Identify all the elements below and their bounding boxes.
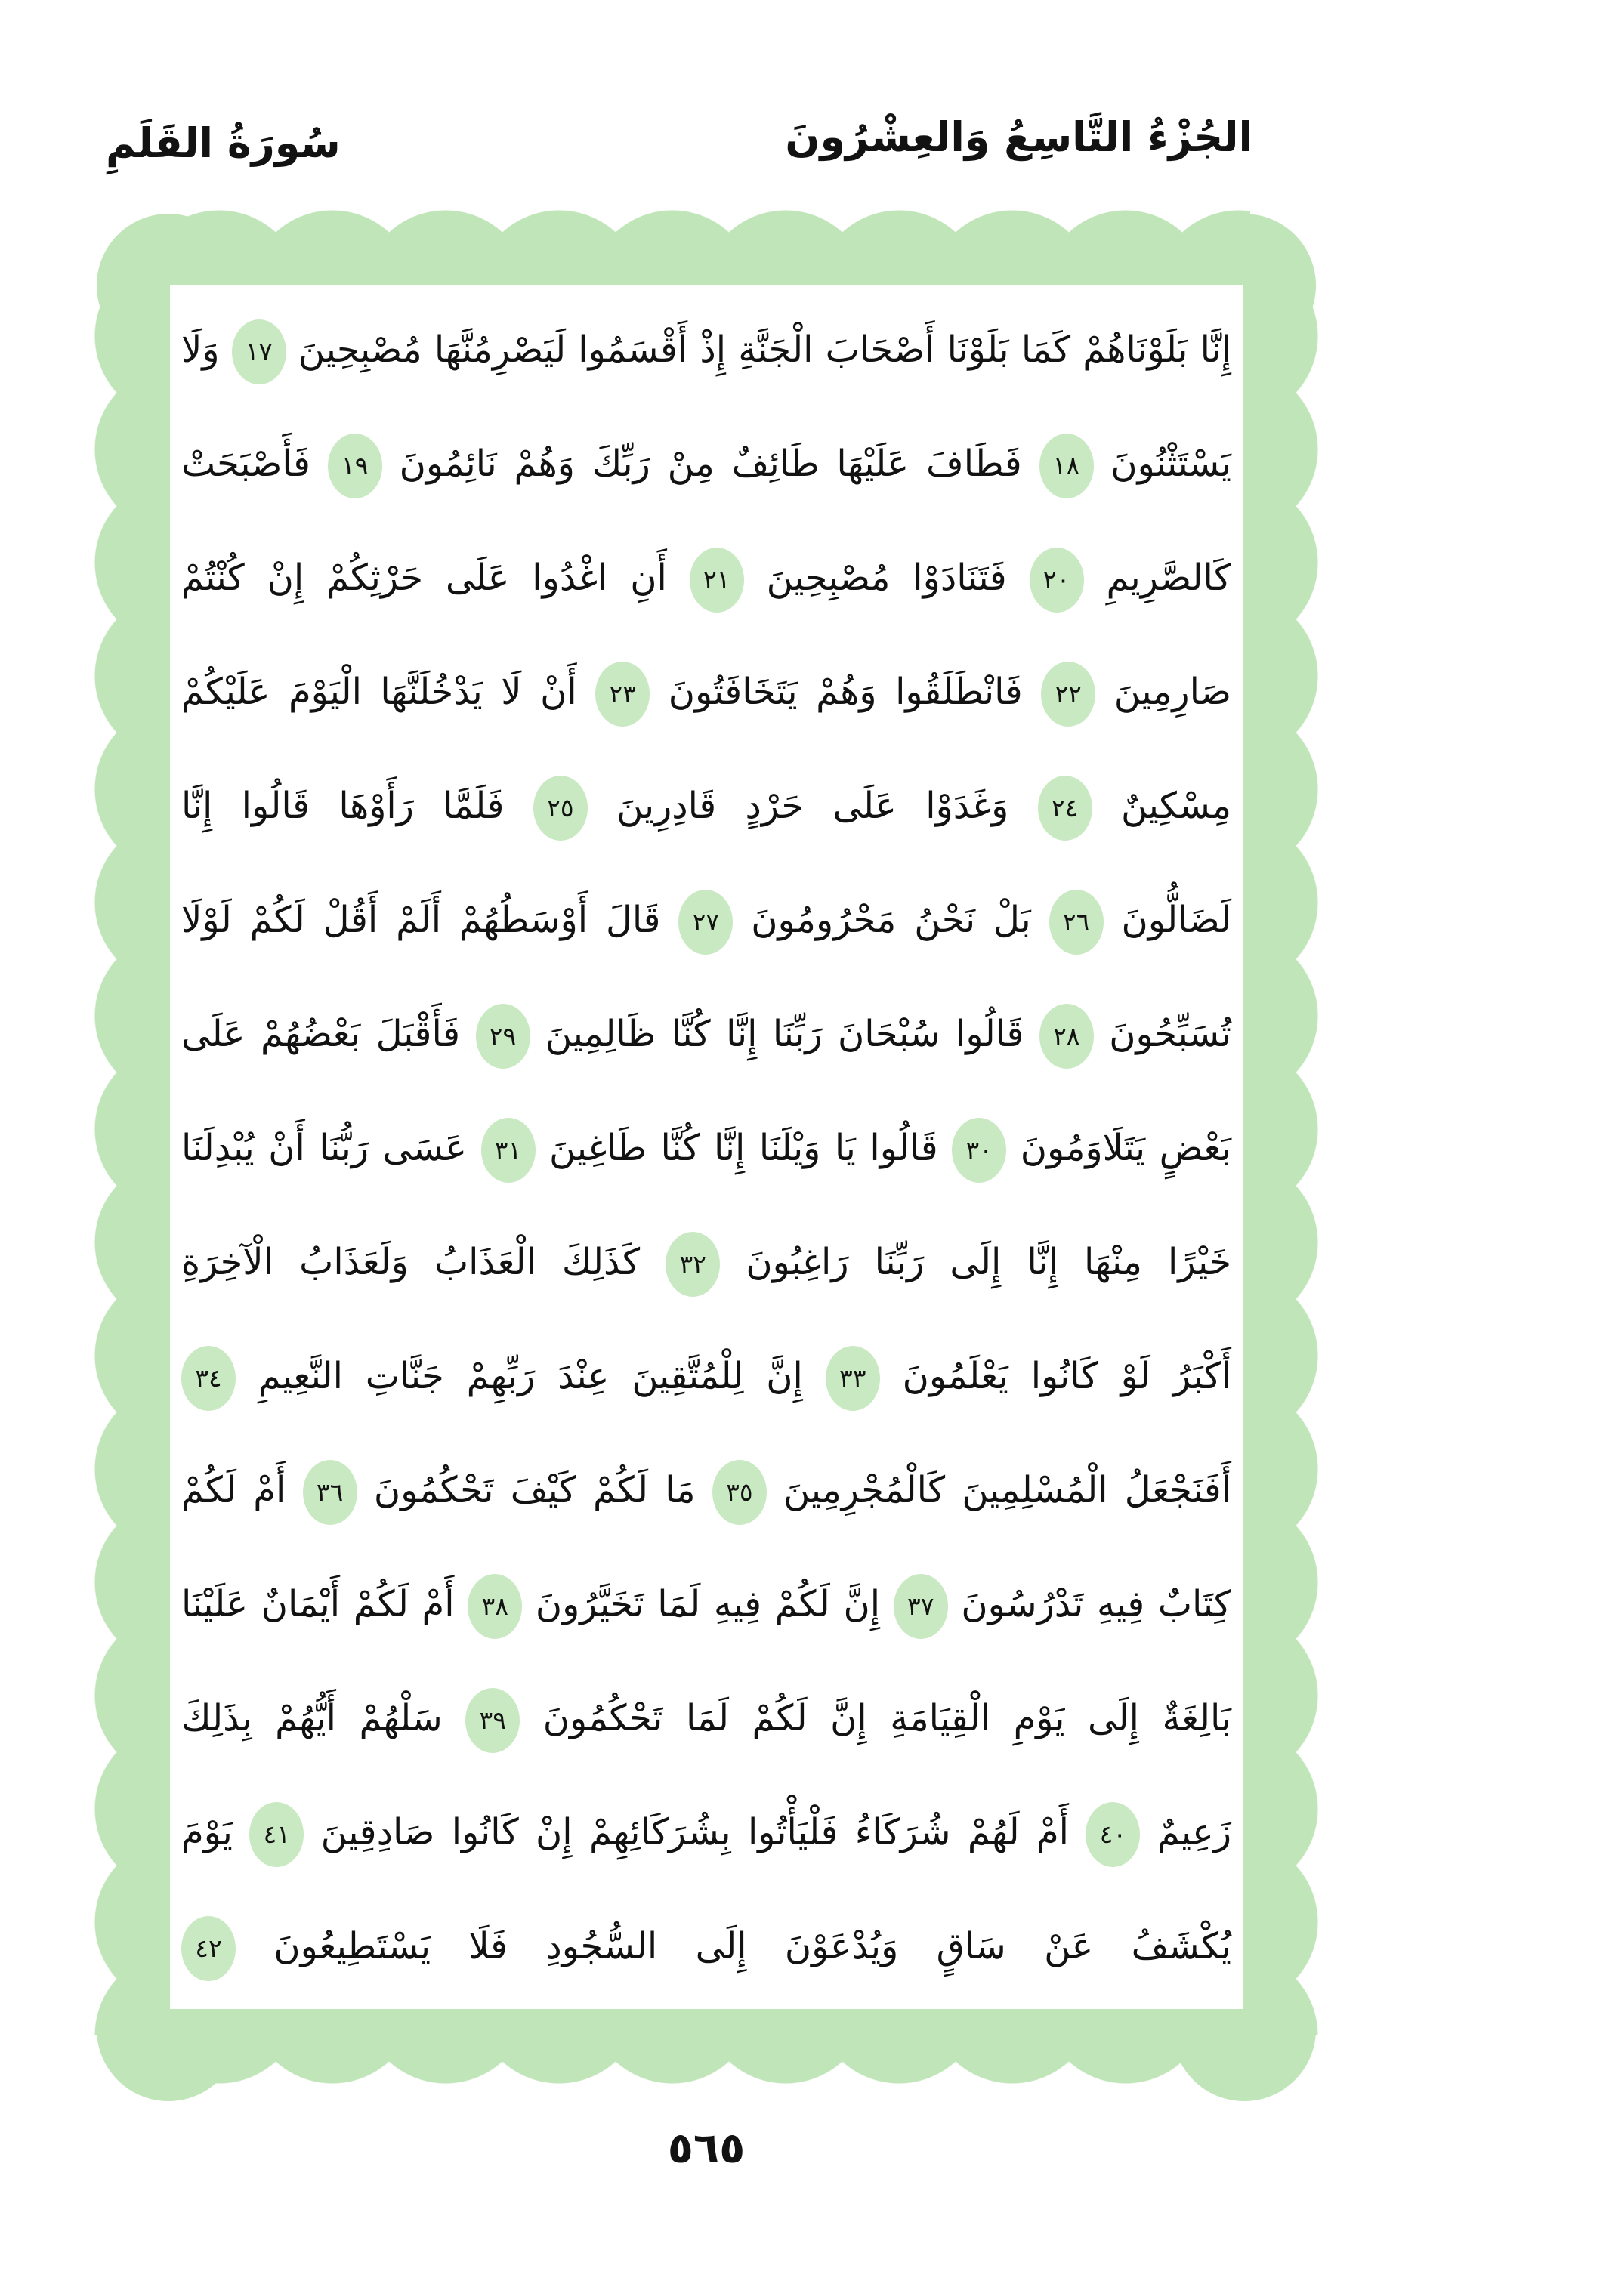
verse-text: سَلْهُمْ أَيُّهُمْ بِذَلِكَ <box>181 1697 443 1739</box>
quran-line <box>181 635 1231 749</box>
quran-line <box>181 293 1231 407</box>
verse-text: فَانْطَلَقُوا وَهُمْ يَتَخَافَتُونَ <box>668 671 1023 713</box>
verse-text: فَتَنَادَوْا مُصْبِحِينَ <box>766 557 1007 599</box>
verse-text: بَعْضٍ يَتَلَاوَمُونَ <box>1020 1127 1231 1169</box>
quran-line <box>181 863 1231 977</box>
verse-text: قَالُوا يَا وَيْلَنَا إِنَّا كُنَّا طَاغِينَ <box>549 1127 938 1169</box>
verse-end-marker: ٢٤ <box>1038 776 1092 841</box>
verse-end-marker: ١٨ <box>1039 434 1094 498</box>
border-top-scallops <box>162 208 1250 285</box>
border-bottom-scallops <box>162 2009 1250 2086</box>
verse-text: خَيْرًا مِنْهَا إِنَّا إِلَى رَبِّنَا رَاغِبُونَ <box>746 1241 1232 1283</box>
verse-end-marker: ٢١ <box>690 548 744 613</box>
verse-text: إِنَّ لِلْمُتَّقِينَ عِنْدَ رَبِّهِمْ جَنَّاتِ النَّعِيمِ <box>258 1355 803 1397</box>
verse-end-marker: ٣٦ <box>303 1460 357 1525</box>
quran-line <box>181 977 1231 1091</box>
verse-end-marker: ٢٢ <box>1041 662 1095 727</box>
verse-end-marker: ٣٧ <box>894 1574 948 1639</box>
verse-text: مَا لَكُمْ كَيْفَ تَحْكُمُونَ <box>373 1469 696 1511</box>
verse-text: صَارِمِينَ <box>1113 671 1231 713</box>
border-left-scallops <box>91 279 170 2035</box>
verse-text: فَطَافَ عَلَيْهَا طَائِفٌ مِنْ رَبِّكَ وَهُمْ نَائِمُونَ <box>399 443 1022 485</box>
verse-text: فَأَقْبَلَ بَعْضُهُمْ عَلَى <box>181 1013 461 1055</box>
verse-text: أَمْ لَهُمْ شُرَكَاءُ فَلْيَأْتُوا بِشُرَكَائِهِمْ إِنْ كَانُوا صَادِقِينَ <box>320 1811 1069 1853</box>
surah-title: سُورَةُ القَلَمِ <box>106 119 341 167</box>
verse-text: وَغَدَوْا عَلَى حَرْدٍ قَادِرِينَ <box>616 785 1009 827</box>
verse-end-marker: ٢٨ <box>1039 1004 1094 1069</box>
verse-text: يُكْشَفُ عَنْ سَاقٍ وَيُدْعَوْنَ إِلَى السُّجُودِ فَلَا يَسْتَطِيعُونَ <box>273 1925 1231 1967</box>
verse-end-marker: ٢٠ <box>1030 548 1084 613</box>
verse-text: تُسَبِّحُونَ <box>1109 1013 1231 1055</box>
page-number: ٥٦٥ <box>667 2124 746 2173</box>
verse-text: إِنَّ لَكُمْ فِيهِ لَمَا تَخَيَّرُونَ <box>535 1583 881 1625</box>
juz-title: الجُزْءُ التَّاسِعُ وَالعِشْرُونَ <box>785 113 1252 161</box>
quran-text-block <box>181 293 1231 2004</box>
verse-text: أَنِ اغْدُوا عَلَى حَرْثِكُمْ إِنْ كُنْتُمْ <box>181 557 667 599</box>
verse-text: يَوْمَ <box>181 1811 233 1853</box>
quran-line <box>181 749 1231 863</box>
verse-text: عَسَى رَبُّنَا أَنْ يُبْدِلَنَا <box>181 1127 468 1169</box>
quran-line <box>181 407 1231 521</box>
verse-text: فَلَمَّا رَأَوْهَا قَالُوا إِنَّا <box>181 785 505 827</box>
verse-text: أَنْ لَا يَدْخُلَنَّهَا الْيَوْمَ عَلَيْكُمْ <box>181 671 577 713</box>
verse-end-marker: ٣٨ <box>468 1574 522 1639</box>
verse-end-marker: ٢٩ <box>476 1004 530 1069</box>
quran-line <box>181 1776 1231 1890</box>
decorative-border <box>91 208 1322 2107</box>
verse-text: إِنَّا بَلَوْنَاهُمْ كَمَا بَلَوْنَا أَصْحَابَ الْجَنَّةِ إِذْ أَقْسَمُوا لَيَصْرِمُنَّهَا مُصْبِحِينَ <box>298 329 1231 371</box>
verse-text: أَمْ لَكُمْ أَيْمَانٌ عَلَيْنَا <box>181 1583 455 1625</box>
quran-line <box>181 1433 1231 1548</box>
quran-line <box>181 1091 1231 1205</box>
verse-end-marker: ٤١ <box>249 1802 304 1867</box>
quran-line <box>181 1319 1231 1433</box>
verse-text: زَعِيمٌ <box>1157 1811 1231 1853</box>
quran-line <box>181 1205 1231 1319</box>
verse-text: لَضَالُّونَ <box>1121 899 1232 941</box>
verse-end-marker: ١٧ <box>232 319 286 384</box>
verse-text: بَلْ نَحْنُ مَحْرُومُونَ <box>751 899 1031 941</box>
verse-end-marker: ١٩ <box>328 434 382 498</box>
verse-text: أَمْ لَكُمْ <box>181 1469 286 1511</box>
verse-text: فَأَصْبَحَتْ <box>181 443 310 485</box>
verse-end-marker: ٣٠ <box>952 1118 1006 1183</box>
verse-text: مِسْكِينٌ <box>1120 785 1232 827</box>
verse-end-marker: ٤٠ <box>1086 1802 1140 1867</box>
quran-line <box>181 1890 1231 2004</box>
verse-text: بَالِغَةٌ إِلَى يَوْمِ الْقِيَامَةِ إِنَّ لَكُمْ لَمَا تَحْكُمُونَ <box>542 1697 1232 1739</box>
verse-text: كَذَلِكَ الْعَذَابُ وَلَعَذَابُ الْآخِرَةِ <box>181 1241 641 1283</box>
verse-end-marker: ٢٧ <box>678 890 733 955</box>
verse-end-marker: ٣٤ <box>181 1346 236 1411</box>
verse-end-marker: ٢٥ <box>533 776 588 841</box>
verse-text: قَالَ أَوْسَطُهُمْ أَلَمْ أَقُلْ لَكُمْ لَوْلَا <box>181 899 661 941</box>
verse-end-marker: ٤٢ <box>181 1916 236 1981</box>
verse-text: كِتَابٌ فِيهِ تَدْرُسُونَ <box>961 1583 1231 1625</box>
border-right-scallops <box>1243 279 1322 2035</box>
text-panel <box>170 285 1243 2009</box>
verse-end-marker: ٣٢ <box>666 1232 720 1297</box>
verse-end-marker: ٣١ <box>481 1118 536 1183</box>
verse-text: قَالُوا سُبْحَانَ رَبِّنَا إِنَّا كُنَّا ظَالِمِينَ <box>545 1013 1024 1055</box>
verse-text: وَلَا <box>181 329 220 371</box>
verse-end-marker: ٣٩ <box>465 1688 520 1753</box>
quran-line <box>181 1662 1231 1776</box>
verse-text: يَسْتَثْنُونَ <box>1110 443 1232 485</box>
verse-text: أَفَنَجْعَلُ الْمُسْلِمِينَ كَالْمُجْرِمِينَ <box>783 1469 1232 1511</box>
verse-end-marker: ٢٦ <box>1049 890 1104 955</box>
verse-end-marker: ٢٣ <box>595 662 650 727</box>
verse-end-marker: ٣٥ <box>712 1460 767 1525</box>
verse-text: أَكْبَرُ لَوْ كَانُوا يَعْلَمُونَ <box>902 1355 1232 1397</box>
quran-line <box>181 1548 1231 1662</box>
verse-end-marker: ٣٣ <box>826 1346 880 1411</box>
quran-line <box>181 521 1231 635</box>
verse-text: كَالصَّرِيمِ <box>1106 557 1231 599</box>
